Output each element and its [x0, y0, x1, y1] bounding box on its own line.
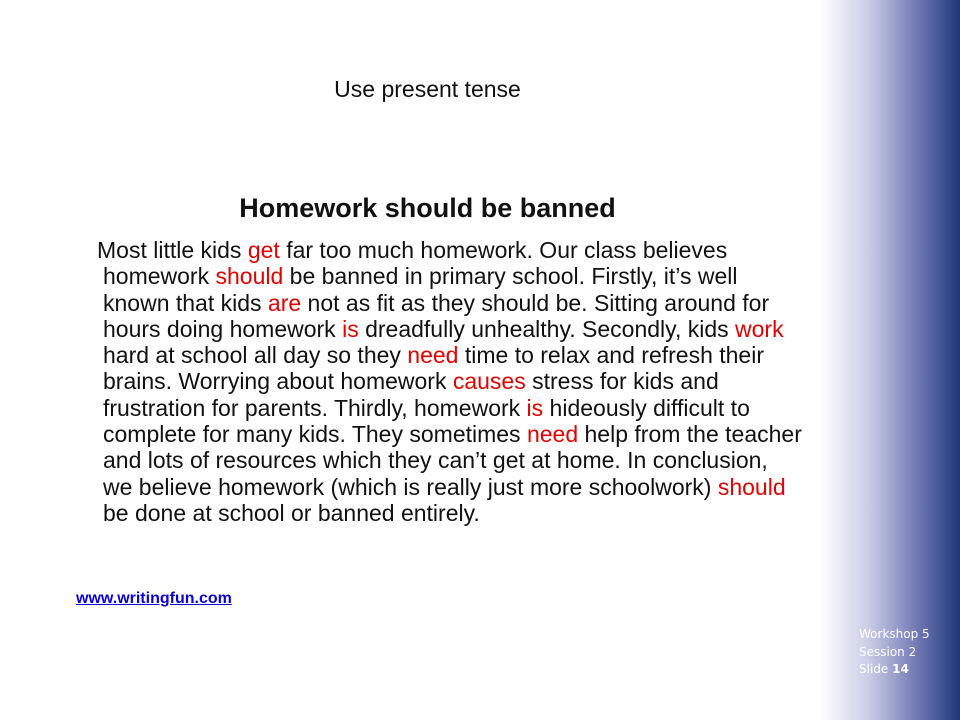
highlighted-verb: are: [267, 289, 302, 316]
text-title: Homework should be banned: [239, 193, 616, 223]
slide-footer: [859, 626, 930, 679]
writingfun-link[interactable]: www.writingfun.com: [76, 590, 232, 607]
slide-number-row: [859, 661, 930, 679]
slide-number: 14: [892, 662, 909, 676]
paragraph-text: be done at school or banned entirely.: [103, 499, 480, 526]
paragraph-text: dreadfully unhealthy. Secondly, kids: [358, 315, 736, 342]
highlighted-verb: need: [407, 342, 459, 369]
paragraph-text: be banned in primary school. Firstly, it’s well known that kids: [103, 263, 738, 316]
paragraph-text: hard at school all day so they: [103, 342, 408, 369]
paragraph-text: hideously difficult to complete for many kids. They sometimes: [103, 394, 750, 448]
session-label: Session 2: [859, 644, 917, 659]
paragraph-text: time to relax and refresh their brains. Worrying about homework: [103, 342, 764, 395]
highlighted-verb: work: [735, 315, 784, 342]
paragraph-text: help from the teacher and lots of resources which they can’t get at home. In conclusion, we believe homework (which is really just more schoolwork): [103, 421, 802, 500]
paragraph-text: not as fit as they should be. Sitting around for hours doing homework: [103, 289, 770, 342]
slide-label: Slide: [859, 662, 889, 676]
highlighted-verb: causes: [452, 368, 526, 395]
workshop-label: Workshop 5: [859, 627, 930, 641]
highlighted-verb: is: [526, 394, 544, 421]
highlighted-verb: need: [526, 421, 579, 448]
decorative-gradient-sidebar: [820, 0, 960, 720]
paragraph-text: stress for kids and frustration for parents. Thirdly, homework: [103, 368, 719, 421]
highlighted-verb: should: [215, 263, 284, 290]
highlighted-verb: get: [247, 237, 280, 263]
paragraph-text: Most little kids: [97, 237, 248, 263]
body-paragraph: [97, 237, 803, 526]
instruction-text: Use present tense: [334, 76, 521, 102]
paragraph-text: far too much homework. Our class believes homework: [103, 237, 728, 290]
highlighted-verb: should: [717, 473, 786, 500]
highlighted-verb: is: [342, 315, 359, 342]
